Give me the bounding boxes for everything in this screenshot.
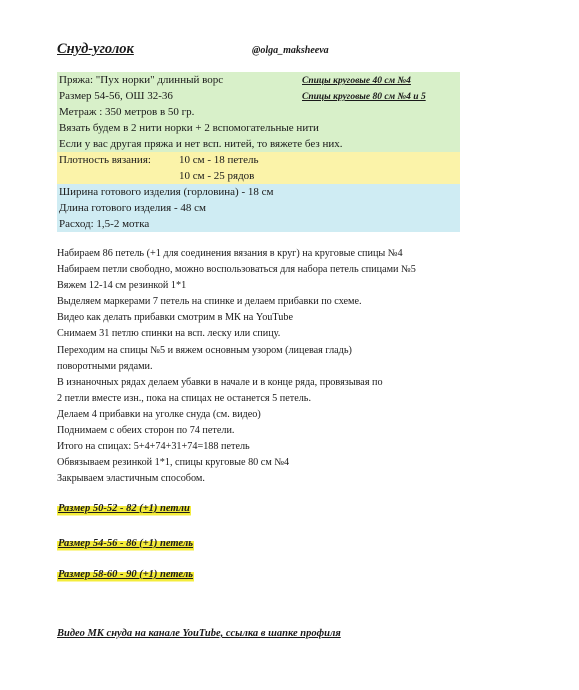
instruction-line: Видео как делать прибавки смотрим в МК на YouTube bbox=[57, 312, 293, 324]
page-title: Снуд-уголок bbox=[57, 41, 134, 57]
needles-40-line: Спицы круговые 40 см №4 bbox=[302, 76, 411, 86]
yarn-line: Пряжа: "Пух норки" длинный ворс bbox=[59, 74, 224, 86]
size-option-58-60: Размер 58-60 - 90 (+1) петель bbox=[58, 569, 194, 580]
other-yarn-line: Если у вас другая пряжа и нет всп. нитей, то вяжете без них. bbox=[59, 138, 343, 150]
instruction-line: Выделяем маркерами 7 петель на спинке и делаем прибавки по схеме. bbox=[57, 296, 362, 308]
youtube-note: Видео МК снуда на канале YouTube, ссылка в шапке профиля bbox=[57, 628, 341, 639]
instruction-line: Поднимаем с обеих сторон по 74 петели. bbox=[57, 425, 235, 437]
needles-80-line: Спицы круговые 80 см №4 и 5 bbox=[302, 92, 426, 102]
density-rows: 10 см - 25 рядов bbox=[179, 170, 255, 182]
instruction-line: Итого на спицах: 5+4+74+31+74=188 петель bbox=[57, 441, 250, 453]
dimensions-band bbox=[57, 184, 460, 232]
instruction-line: Набираем 86 петель (+1 для соединения вязания в круг) на круговые спицы №4 bbox=[57, 248, 403, 259]
threads-line: Вязать будем в 2 нити норки + 2 вспомогательные нити bbox=[59, 122, 319, 134]
instruction-line: 2 петли вместе изн., пока на спицах не останется 5 петель. bbox=[57, 392, 311, 404]
instruction-line: Делаем 4 прибавки на уголке снуда (см. видео) bbox=[57, 408, 261, 420]
instruction-line: Снимаем 31 петлю спинки на всп. леску или спицу. bbox=[57, 328, 281, 340]
yarn-info-band bbox=[57, 72, 460, 152]
length-line: Длина готового изделия - 48 см bbox=[59, 202, 206, 214]
instruction-line: В изнаночных рядах делаем убавки в начале и в конце ряда, провязывая по bbox=[57, 376, 383, 388]
instruction-line: Вяжем 12-14 см резинкой 1*1 bbox=[57, 280, 187, 292]
density-label: Плотность вязания: bbox=[59, 154, 151, 166]
size-line: Размер 54-56, ОШ 32-36 bbox=[59, 90, 173, 102]
size-option-54-56: Размер 54-56 - 86 (+1) петель bbox=[58, 538, 194, 549]
density-stitches: 10 см - 18 петель bbox=[179, 154, 259, 166]
size-option-50-52: Размер 50-52 - 82 (+1) петли bbox=[58, 503, 190, 514]
author-handle: @olga_maksheeva bbox=[252, 45, 329, 56]
instruction-line: Закрываем эластичным способом. bbox=[57, 473, 205, 485]
consumption-line: Расход: 1,5-2 мотка bbox=[59, 218, 150, 230]
instruction-line: Переходим на спицы №5 и вяжем основным узором (лицевая гладь) bbox=[57, 344, 352, 356]
meterage-line: Метраж : 350 метров в 50 гр. bbox=[59, 106, 195, 118]
instruction-line: Набираем петли свободно, можно воспользоваться для набора петель спицами №5 bbox=[57, 264, 416, 276]
width-line: Ширина готового изделия (горловина) - 18 см bbox=[59, 186, 274, 198]
instruction-line: поворотными рядами. bbox=[57, 360, 153, 372]
instruction-line: Обвязываем резинкой 1*1, спицы круговые 80 см №4 bbox=[57, 457, 290, 469]
instructions-block bbox=[57, 246, 547, 487]
info-block bbox=[57, 72, 460, 232]
density-band bbox=[57, 152, 460, 184]
